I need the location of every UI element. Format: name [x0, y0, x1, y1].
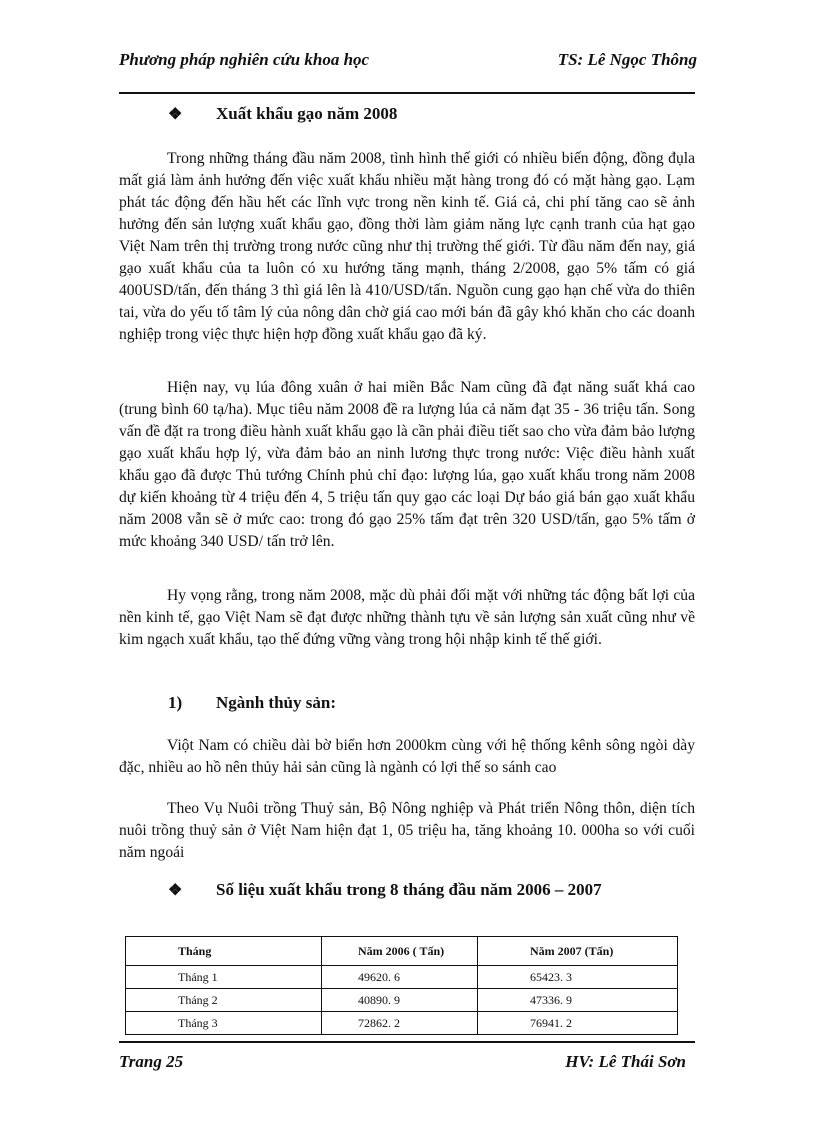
page-number: Trang 25: [119, 1052, 184, 1071]
paragraph: Theo Vụ Nuôi trồng Thuỷ sản, Bộ Nông nghiệp và Phát triển Nông thôn, diện tích nuôi trồng thuỷ sản ở Việt Nam hiện đạt 1, 05 triệu ha, tăng khoảng 10. 000ha so với cuối năm ngoái: [119, 800, 695, 861]
footer-rule: [119, 1041, 695, 1043]
section-heading-export-data: [168, 880, 602, 900]
footer-student: HV: Lê Thái Sơn: [565, 1052, 686, 1071]
column-header-2007: Năm 2007 (Tấn): [478, 937, 678, 966]
section-heading-fisheries: [168, 693, 336, 713]
header-course-title: Phương pháp nghiên cứu khoa học: [119, 50, 370, 69]
table-row: [126, 966, 678, 989]
table-cell: 72862. 2: [322, 1012, 478, 1035]
export-data-table: [125, 936, 678, 1035]
table-cell: 40890. 9: [322, 989, 478, 1012]
table-cell: Tháng 1: [126, 966, 322, 989]
table-row: [126, 989, 678, 1012]
diamond-bullet-icon: ❖: [168, 882, 183, 899]
section-number: 1): [168, 693, 183, 712]
paragraph: Trong những tháng đầu năm 2008, tình hình thế giới có nhiều biến động, đồng đụla mất giá làm ảnh hưởng đến việc xuất khẩu nhiều mặt hàng trong đó có mặt hàng gạo. Lạm phát tác động đến hầu hết các lĩnh vực trong nền kinh tế. Giá cả, chi phí tăng cao sẽ ảnh hưởng đến sản lượng xuất khẩu gạo, đồng thời làm giảm năng lực cạnh tranh của hạt gạo Việt Nam trên thị trường trong nước cũng như thị trường thế giới. Từ đầu năm đến nay, giá gạo xuất khẩu của ta luôn có xu hướng tăng mạnh, tháng 2/2008, gạo 5% tấm có giá 400USD/tấn, đến tháng 3 thì giá lên là 410/USD/tấn. Nguồn cung gạo hạn chế vừa do thiên tai, vừa do yếu tố tâm lý của nông dân chờ giá cao mới bán đã gây khó khăn cho các doanh nghiệp trong việc thực hiện hợp đồng xuất khẩu gạo đã ký.: [119, 150, 695, 343]
header-rule: [119, 92, 695, 94]
heading-colon: :: [330, 693, 336, 712]
table-cell: 76941. 2: [478, 1012, 678, 1035]
paragraph: Hiện nay, vụ lúa đông xuân ở hai miền Bắc Nam cũng đã đạt năng suất khá cao (trung bình 60 tạ/ha). Mục tiêu năm 2008 đề ra lượng lúa cả năm đạt 35 - 36 triệu tấn. Song vấn đề đặt ra trong điều hành xuất khẩu gạo là cần phải điều tiết sao cho vừa đảm bảo lượng gạo xuất khẩu hợp lý, vừa đảm bảo an ninh lương thực trong nước: Việc điều hành xuất khẩu gạo đã được Thủ tướng Chính phủ chỉ đạo: lượng lúa, gạo xuất khẩu trong năm 2008 dự kiến khoảng từ 4 triệu đến 4, 5 triệu tấn quy gạo các loại Dự báo giá bán gạo xuất khẩu năm 2008 vẫn sẽ ở mức cao: trong đó gạo 25% tấm đạt trên 320 USD/tấn, gạo 5% tấm ở mức khoảng 340 USD/ tấn trở lên.: [119, 379, 695, 550]
paragraph: Viột Nam có chiều dài bờ biển hơn 2000km cùng với hệ thống kênh sông ngòi dày đặc, nhiều ao hồ nên thủy hải sản cũng là ngành có lợi thế so sánh cao: [119, 737, 695, 776]
section-heading-rice-export: [168, 104, 397, 124]
column-header-2006: Năm 2006 ( Tấn): [322, 937, 478, 966]
paragraph: Hy vọng rằng, trong năm 2008, mặc dù phải đối mặt với những tác động bất lợi của nền kinh tế, gạo Việt Nam sẽ đạt được những thành tựu về sản lượng sản xuất cũng như về kim ngạch xuất khẩu, tạo thế đứng vững vàng trong hội nhập kinh tế thế giới.: [119, 587, 695, 648]
section-heading-text: Xuất khẩu gạo năm 2008: [216, 104, 398, 123]
table-header-row: [126, 937, 678, 966]
table-cell: 47336. 9: [478, 989, 678, 1012]
table-cell: 49620. 6: [322, 966, 478, 989]
column-header-month: Tháng: [126, 937, 322, 966]
header-instructor: TS: Lê Ngọc Thông: [557, 50, 697, 69]
table-row: [126, 1012, 678, 1035]
diamond-bullet-icon: ❖: [168, 106, 183, 123]
table-cell: Tháng 3: [126, 1012, 322, 1035]
section-heading-text: Số liệu xuất khẩu trong 8 tháng đầu năm 2006 – 2007: [216, 880, 602, 899]
export-table-container: [120, 930, 686, 1030]
table-cell: 65423. 3: [478, 966, 678, 989]
section-heading-text: Ngành thủy sản: [216, 693, 331, 712]
table-cell: Tháng 2: [126, 989, 322, 1012]
